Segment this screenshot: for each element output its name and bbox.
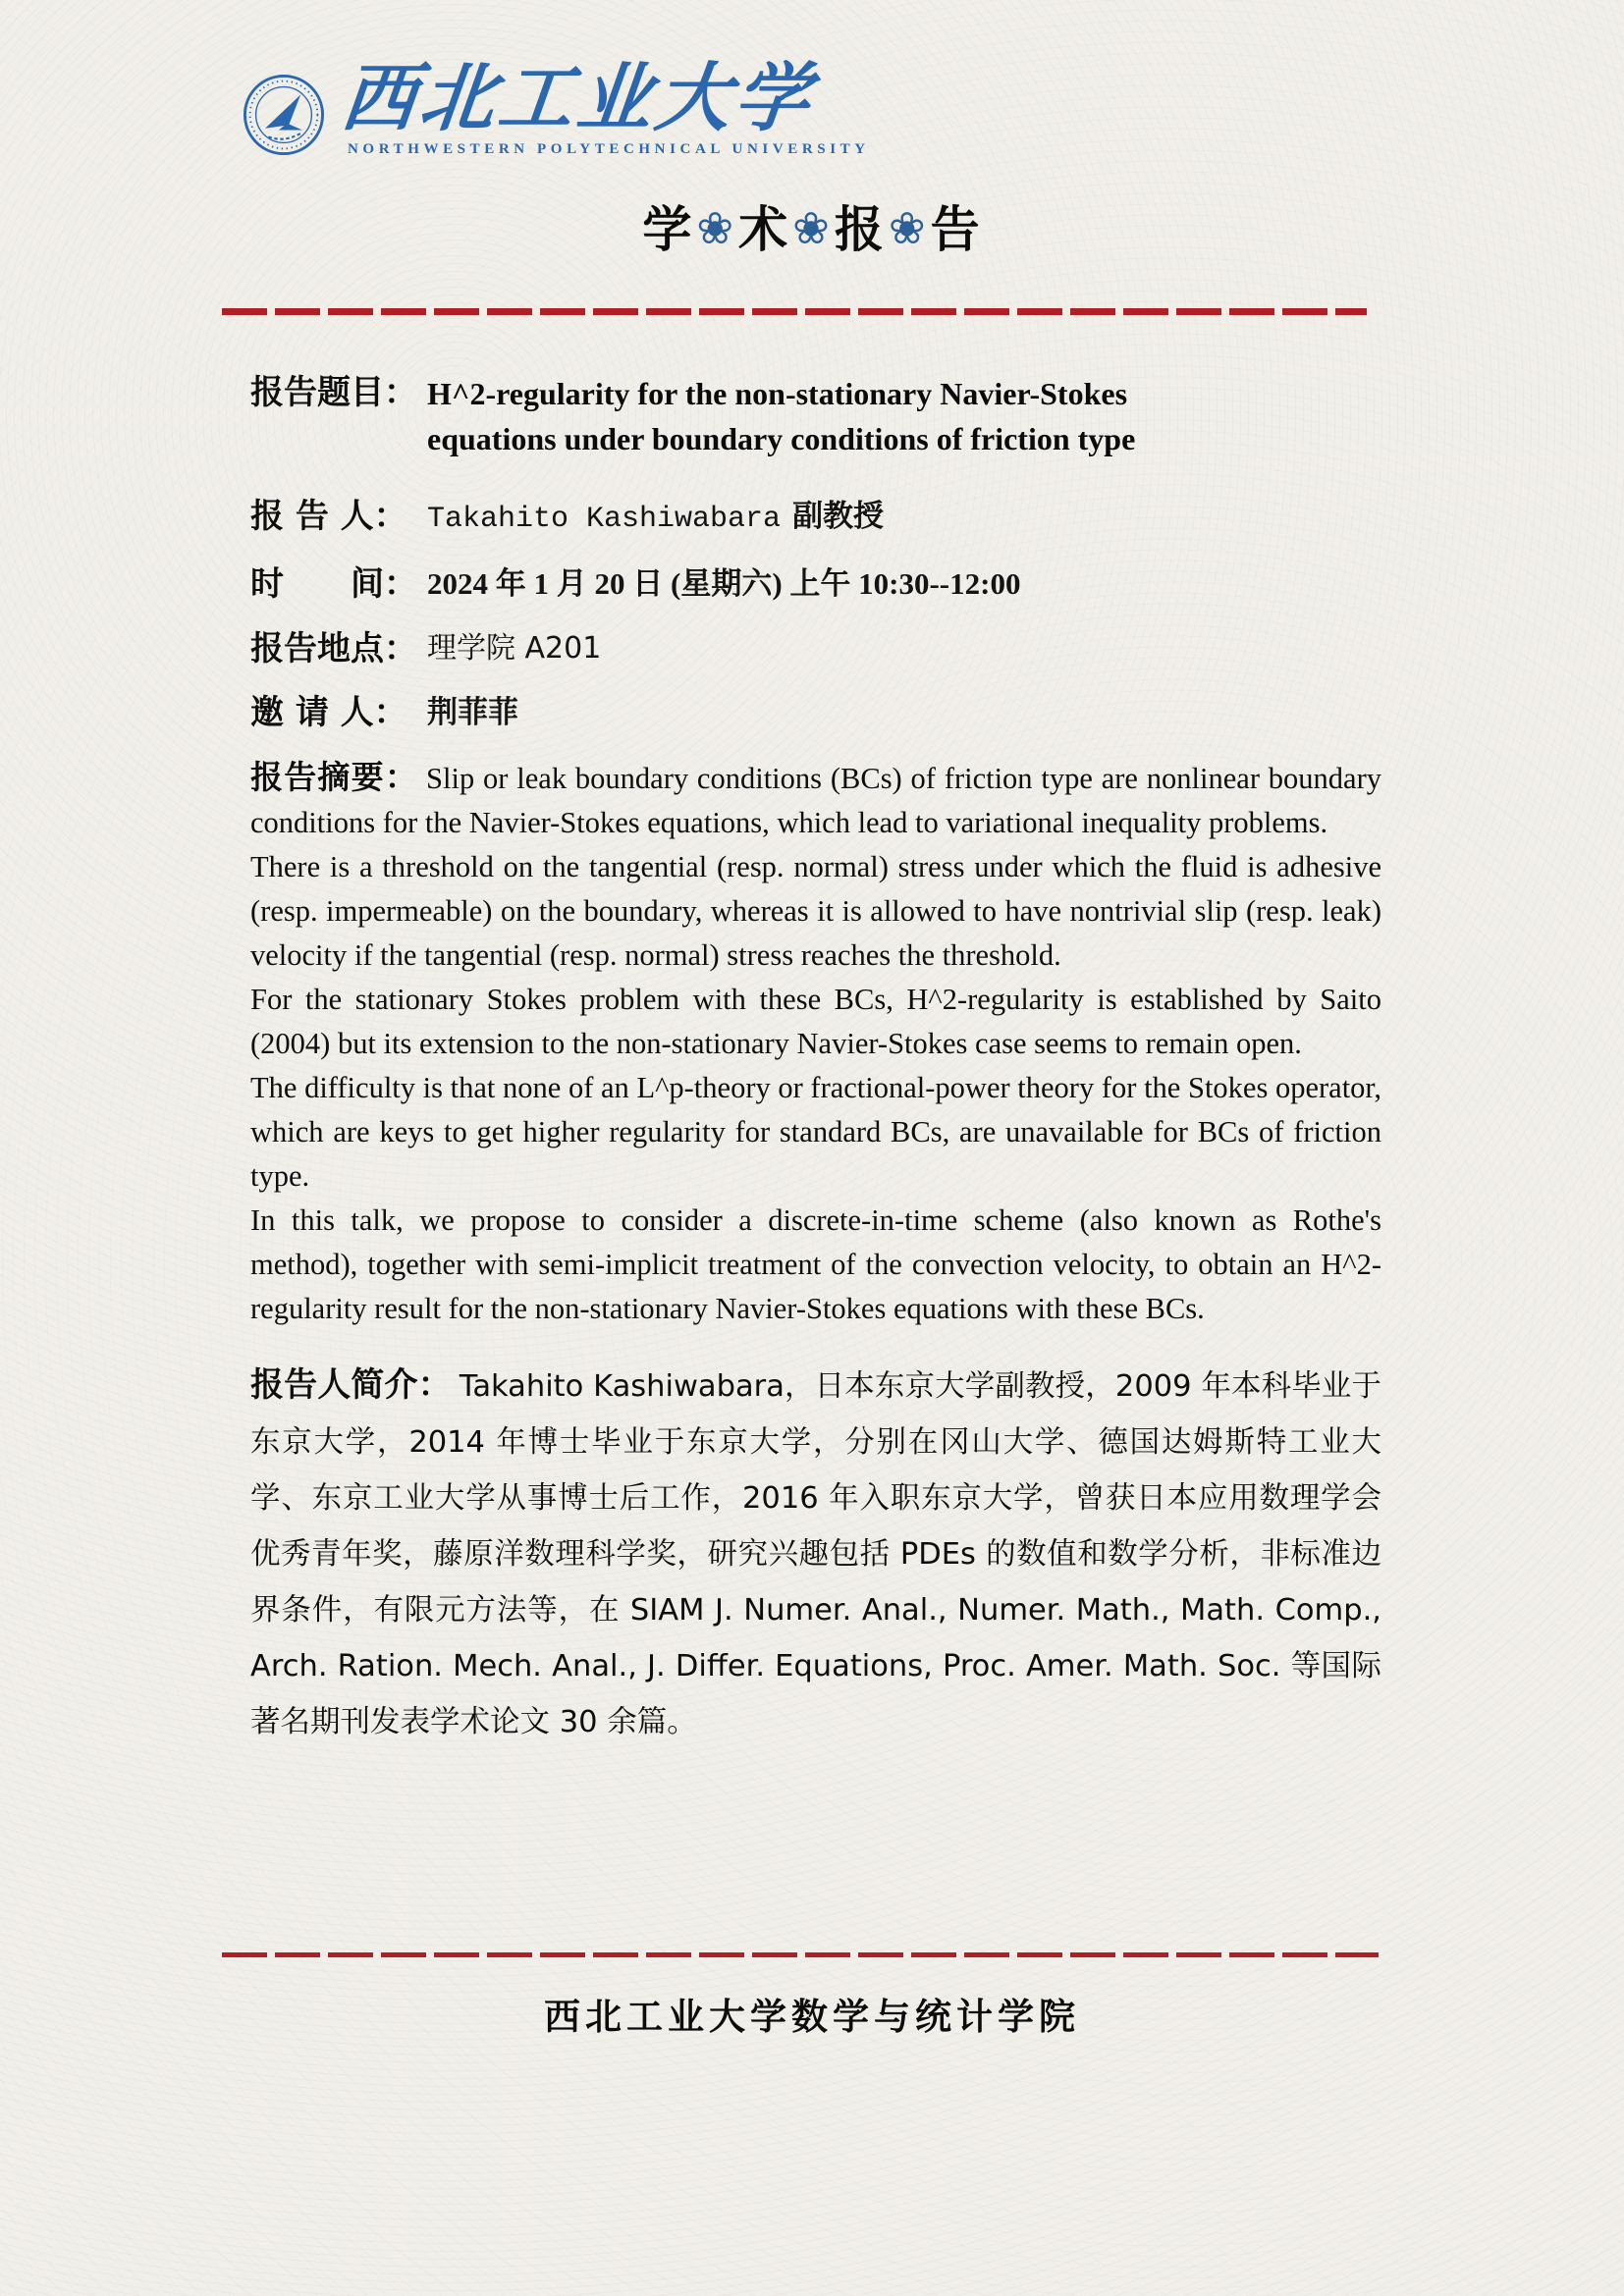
bio-label: 报告人简介： bbox=[250, 1365, 452, 1406]
venue-label: 报告地点： bbox=[250, 628, 417, 668]
university-header bbox=[242, 54, 870, 158]
footer-organization: 西北工业大学数学与统计学院 bbox=[544, 1995, 1080, 2038]
time-label: 时 间： bbox=[250, 563, 417, 604]
title-char-3: 报 bbox=[834, 200, 886, 258]
university-emblem-icon bbox=[242, 73, 326, 157]
inviter-value: 荆菲菲 bbox=[427, 695, 518, 731]
title-char-4: 告 bbox=[930, 200, 982, 258]
abstract-paragraph-1 bbox=[250, 756, 1381, 845]
content-column bbox=[250, 371, 1381, 1750]
report-title-value bbox=[427, 371, 1135, 461]
time-value: 2024 年 1 月 20 日 (星期六) 上午 10:30--12:00 bbox=[427, 565, 1021, 601]
venue-row bbox=[250, 627, 1381, 671]
bio-section bbox=[250, 1359, 1381, 1750]
abstract-paragraph-3: For the stationary Stokes problem with these BCs, H^2-regularity is established by Saito (2004) but its extension to the non-stationary Navier-Stokes case seems to remain open. bbox=[250, 983, 1381, 1061]
flower-ornament-icon: ❀ bbox=[888, 202, 928, 254]
university-name-cn: 西北工业大学 bbox=[337, 54, 818, 141]
divider-top bbox=[222, 308, 1367, 315]
inviter-row bbox=[250, 691, 1381, 735]
speaker-label: 报 告 人： bbox=[250, 497, 407, 537]
abstract-section bbox=[250, 756, 1381, 1331]
report-title-line2: equations under boundary conditions of friction type bbox=[427, 421, 1136, 457]
abstract-paragraph-5: In this talk, we propose to consider a discrete-in-time scheme (also known as Rothe's method), together with semi-implicit treatment of the convection velocity, to obtain an H^2-regularity result for the non-stationary Navier-Stokes equations with these BCs. bbox=[250, 1203, 1381, 1326]
divider-bottom bbox=[222, 1952, 1379, 1957]
inviter-label: 邀 请 人： bbox=[250, 693, 407, 733]
university-name-en: NORTHWESTERN POLYTECHNICAL UNIVERSITY bbox=[348, 140, 870, 157]
title-char-2: 术 bbox=[738, 200, 790, 258]
speaker-title-suffix: 副教授 bbox=[792, 499, 885, 535]
bio-text: Takahito Kashiwabara，日本东京大学副教授，2009 年本科毕业于东京大学，2014 年博士毕业于东京大学，分别在冈山大学、德国达姆斯特工业大学、东京工业大学从事博士后工作，2016 年入职东京大学，曾获日本应用数理学会优秀青年奖，藤原洋数理科学奖，研究兴趣包括 PDEs 的数值和数学分析，非标准边界条件，有限元方法等，在 SIAM J. Numer. Anal., Numer. Math., Math. Comp., Arch. Ration. Mech. Anal., J. Differ. Equations, Proc. Amer. Math. Soc. 等国际著名期刊发表学术论文 30 余篇。 bbox=[250, 1369, 1382, 1740]
abstract-paragraph-4: The difficulty is that none of an L^p-theory or fractional-power theory for the Stokes operator, which are keys to get higher regularity for standard BCs, are unavailable for BCs of friction type. bbox=[250, 1071, 1381, 1194]
speaker-row bbox=[250, 495, 1381, 542]
abstract-label: 报告摘要： bbox=[250, 758, 419, 797]
report-title-line1: H^2-regularity for the non-stationary Navier-Stokes bbox=[427, 376, 1128, 411]
speaker-name: Takahito Kashiwabara bbox=[427, 503, 782, 537]
page-title bbox=[0, 190, 1624, 261]
speaker-value bbox=[427, 495, 884, 542]
university-wordmark bbox=[337, 54, 870, 158]
flower-ornament-icon: ❀ bbox=[792, 202, 832, 254]
report-title-row bbox=[250, 371, 1381, 461]
time-row bbox=[250, 562, 1381, 607]
title-char-1: 学 bbox=[642, 200, 694, 258]
abstract-text-1: Slip or leak boundary conditions (BCs) of friction type are nonlinear boundary conditions for the Navier-Stokes equations, which lead to variational inequality problems. bbox=[250, 762, 1382, 840]
flower-ornament-icon: ❀ bbox=[696, 202, 736, 254]
report-title-label: 报告题目： bbox=[250, 373, 417, 412]
abstract-paragraph-2: There is a threshold on the tangential (resp. normal) stress under which the fluid is adhesive (resp. impermeable) on the boundary, whereas it is allowed to have nontrivial slip (resp. leak) velocity if the tangential (resp. normal) stress reaches the threshold. bbox=[250, 850, 1381, 973]
venue-value: 理学院 A201 bbox=[427, 630, 602, 666]
